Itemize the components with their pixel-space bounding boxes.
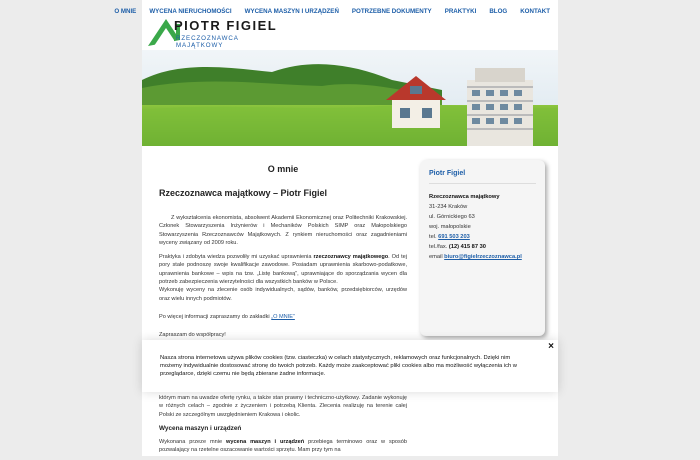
contact-card-title: Piotr Figiel bbox=[429, 170, 466, 177]
o-mnie-link[interactable]: „O MNIE” bbox=[271, 313, 295, 320]
main-content bbox=[159, 160, 407, 346]
nav-item-wycena-nieruchomosci[interactable]: WYCENA NIERUCHOMOŚCI bbox=[149, 8, 232, 15]
lower-content bbox=[159, 394, 407, 460]
section-heading-wycena-maszyn: Wycena maszyn i urządzeń bbox=[159, 424, 242, 432]
cookie-close-button[interactable]: × bbox=[548, 341, 554, 352]
contact-card bbox=[420, 160, 545, 336]
section-subheading: Rzeczoznawca majątkowy – Piotr Figiel bbox=[159, 188, 328, 198]
contact-street: ul. Górnickiego 63 bbox=[429, 214, 475, 220]
lower-paragraph-1: którym mam na uwadze ofertę rynku, a także stan prawny i techniczno-użytkowy. Zadanie wykonuję w różnych celach – zgodnie z życzeniem i potrzebą Klienta. Zlecenia realizuję na terenie całej Polski ze szczególnym uwzględnieniem Krakowa i okolic. bbox=[159, 395, 407, 418]
contact-email-row: email biuro@figielrzeczoznawca.pl bbox=[429, 254, 522, 260]
top-nav bbox=[114, 8, 550, 15]
contact-fax: (12) 415 87 30 bbox=[448, 244, 486, 250]
about-paragraph-3: Wykonuję wyceny na zlecenie osób indywidualnych, sądów, banków, przedsiębiorców, urzędów oraz wielu innych podmiotów. bbox=[159, 287, 407, 302]
nav-item-wycena-maszyn[interactable]: WYCENA MASZYN I URZĄDZEŃ bbox=[244, 8, 339, 15]
lower-paragraph-2: Wykonana przeze mnie wycena maszyn i urządzeń przebiega terminowo oraz w sposób pozwalający na rzetelne oszacowanie wartości sprzętu. Mam przy tym na bbox=[159, 438, 407, 454]
logo-title: PIOTR FIGIEL bbox=[174, 18, 278, 33]
site-logo[interactable] bbox=[146, 16, 286, 48]
contact-region: woj. małopolskie bbox=[429, 224, 471, 230]
about-paragraph-1: Z wykształcenia ekonomista, absolwent Akademii Ekonomicznej oraz Politechniki Krakowskiej. Członek Stowarzyszenia Inżynierów i Mechaników Polskich SIMP oraz Małopolskiego Stowarzyszenia Rzeczoznawców Majątkowych. Z rynkiem nieruchomości oraz zagadnieniami wyceny związany od 2009 roku. bbox=[159, 215, 407, 246]
contact-email-link[interactable]: biuro@figielrzeczoznawca.pl bbox=[444, 254, 522, 260]
contact-fax-row: tel./fax. (12) 415 87 30 bbox=[429, 244, 486, 250]
nav-item-potrzebne-dokumenty[interactable]: POTRZEBNE DOKUMENTY bbox=[351, 8, 432, 15]
cookie-banner bbox=[142, 340, 558, 392]
contact-postal: 31-234 Kraków bbox=[429, 204, 468, 210]
nav-item-kontakt[interactable]: KONTAKT bbox=[520, 8, 550, 15]
apartment-building bbox=[467, 68, 533, 146]
about-paragraph-2: Praktyka i zdobyta wiedza pozwoliły mi uzyskać uprawnienia rzeczoznawcy majątkowego. Od tej pory stale podnoszę swoje kwalifikacje zawodowe. Posiadam uprawnienia skarbowo-podatkowe, uprawnienia bankowe – wpis na tzw. „Listę bankową”, uprawniające do sporządzania wycen dla potrzeb zabezpieczenia wierzytelności dla wszystkich banków w Polsce. bbox=[159, 254, 407, 286]
contact-card-body bbox=[420, 184, 545, 262]
contact-firm: Rzeczoznawca majątkowy bbox=[429, 194, 500, 200]
about-paragraph-5: Zapraszam do współpracy! bbox=[159, 332, 226, 339]
nav-item-praktyki[interactable]: PRAKTYKI bbox=[444, 8, 477, 15]
contact-tel-link[interactable]: 691 503 203 bbox=[438, 234, 470, 240]
header-banner-image bbox=[142, 50, 558, 146]
about-paragraph-4: Po więcej informacji zapraszamy do zakładki „O MNIE” bbox=[159, 313, 295, 320]
cookie-text: Nasza strona internetowa używa plików cookies (tzw. ciasteczka) w celach statystycznych, reklamowych oraz funkcjonalnych. Dzięki nim możemy indywidualnie dostosować stronę do twoich potrzeb. Każdy może zaakceptować pliki cookies albo ma możliwość wyłączenia ich w przeglądarce, dzięki czemu nie będą zbierane żadne informacje. bbox=[160, 355, 517, 377]
nav-item-o-mnie[interactable]: O MNIE bbox=[114, 8, 137, 15]
logo-subtitle: RZECZOZNAWCA MAJĄTKOWY bbox=[176, 35, 239, 49]
section-heading-o-mnie: O mnie bbox=[267, 164, 299, 174]
nav-item-blog[interactable]: BLOG bbox=[489, 8, 508, 15]
contact-tel-row: tel. 691 503 203 bbox=[429, 234, 470, 240]
